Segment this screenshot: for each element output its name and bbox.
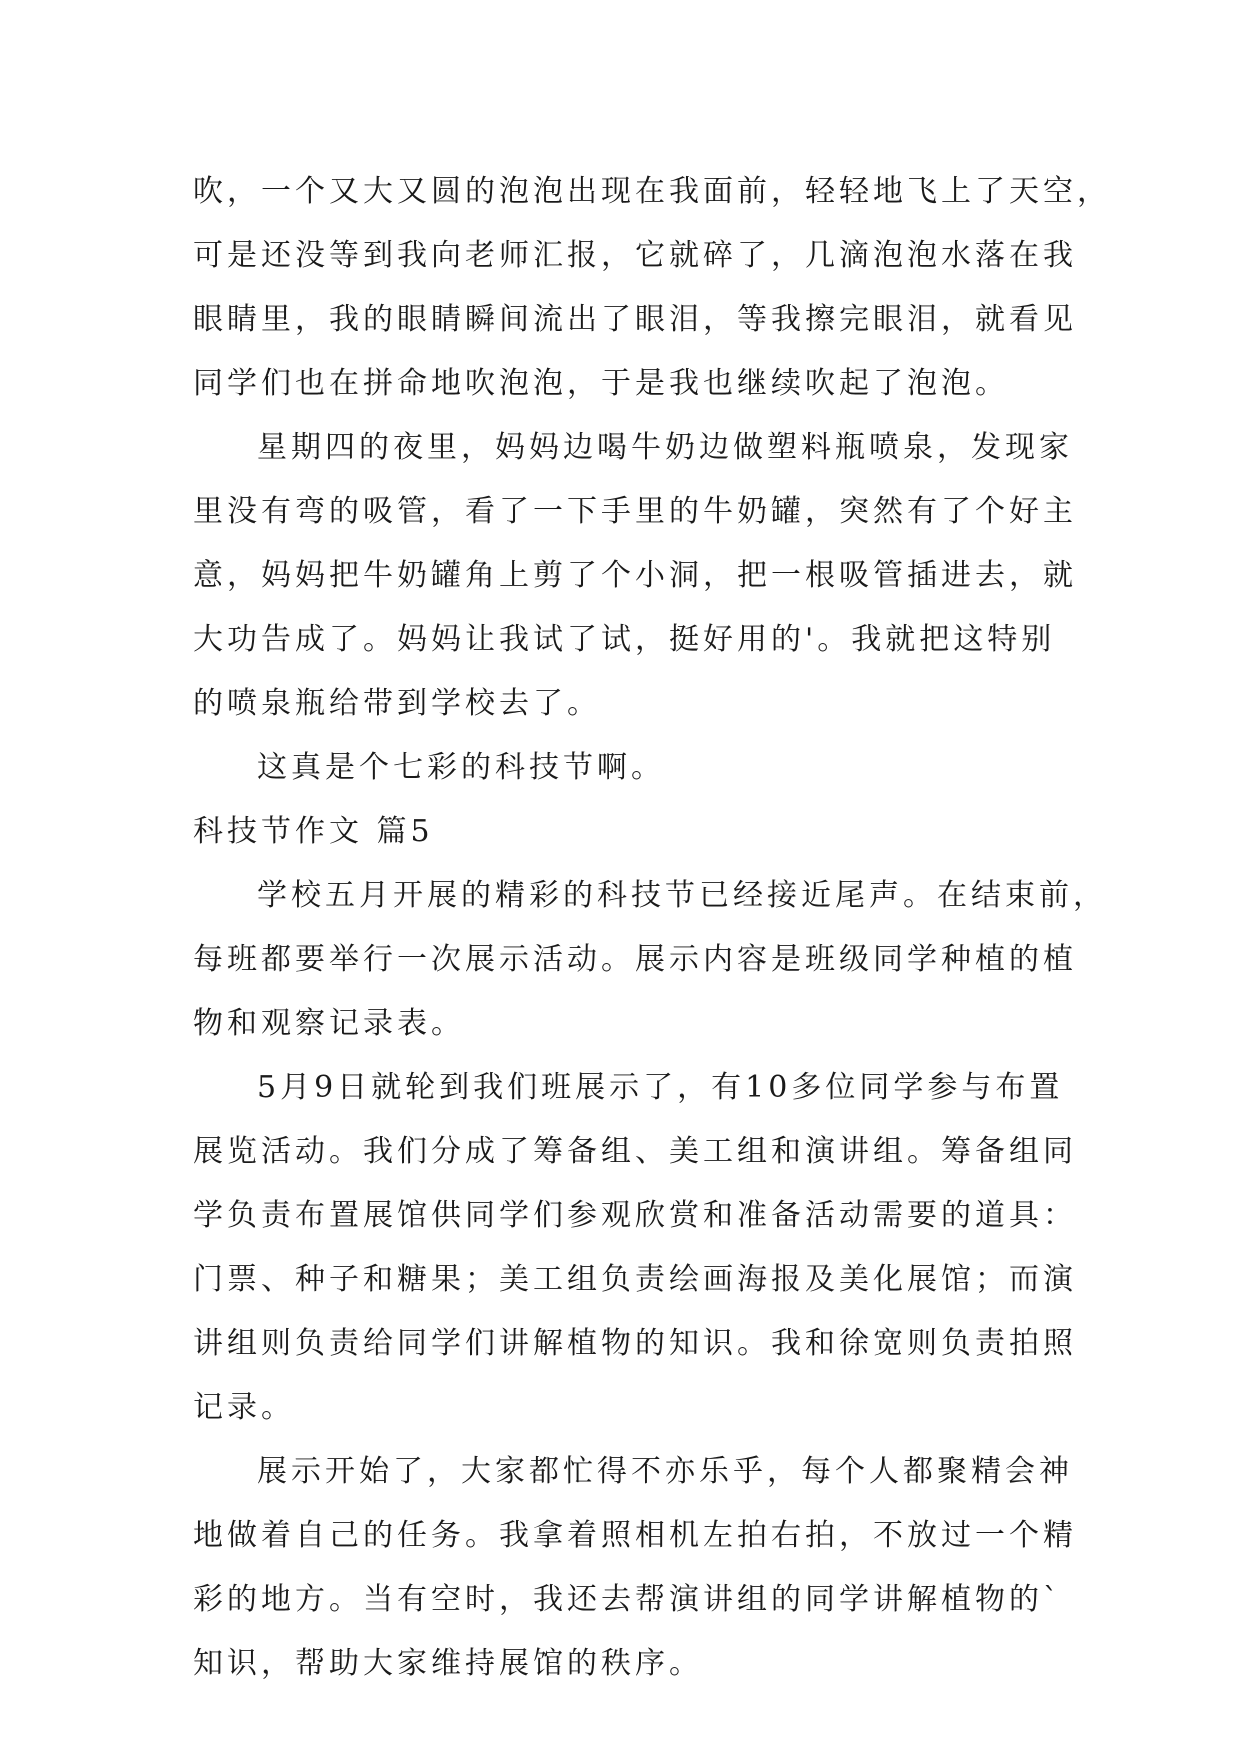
text-line-1: 吹，一个又大又圆的泡泡出现在我面前，轻轻地飞上了天空， [193, 174, 1111, 209]
text-line-18: 门票、种子和糖果；美工组负责绘画海报及美化展馆；而演 [193, 1262, 1077, 1297]
text-line-7: 意，妈妈把牛奶罐角上剪了个小洞，把一根吸管插进去，就 [193, 558, 1077, 593]
text-line-10: 这真是个七彩的科技节啊。 [257, 750, 665, 785]
text-line-9: 的喷泉瓶给带到学校去了。 [193, 686, 601, 721]
text-line-12: 学校五月开展的精彩的科技节已经接近尾声。在结束前， [257, 878, 1107, 913]
text-line-16: 展览活动。我们分成了筹备组、美工组和演讲组。筹备组同 [193, 1134, 1077, 1169]
text-line-19: 讲组则负责给同学们讲解植物的知识。我和徐宽则负责拍照 [193, 1326, 1077, 1361]
text-line-24: 知识，帮助大家维持展馆的秩序。 [193, 1646, 703, 1681]
text-line-17: 学负责布置展馆供同学们参观欣赏和准备活动需要的道具： [193, 1198, 1077, 1233]
text-line-8: 大功告成了。妈妈让我试了试，挺好用的'。我就把这特别 [193, 622, 1056, 657]
text-line-2: 可是还没等到我向老师汇报，它就碎了，几滴泡泡水落在我 [193, 238, 1077, 273]
text-line-20: 记录。 [193, 1390, 295, 1425]
text-line-21: 展示开始了，大家都忙得不亦乐乎，每个人都聚精会神 [257, 1454, 1073, 1489]
text-line-13: 每班都要举行一次展示活动。展示内容是班级同学种植的植 [193, 942, 1077, 977]
text-line-14: 物和观察记录表。 [193, 1006, 465, 1041]
text-line-5: 星期四的夜里，妈妈边喝牛奶边做塑料瓶喷泉，发现家 [257, 430, 1073, 465]
text-line-23: 彩的地方。当有空时，我还去帮演讲组的同学讲解植物的` [193, 1582, 1062, 1617]
document-page [193, 160, 1111, 1696]
text-line-22: 地做着自己的任务。我拿着照相机左拍右拍，不放过一个精 [193, 1518, 1077, 1553]
text-line-3: 眼睛里，我的眼睛瞬间流出了眼泪，等我擦完眼泪，就看见 [193, 302, 1077, 337]
text-line-6: 里没有弯的吸管，看了一下手里的牛奶罐，突然有了个好主 [193, 494, 1077, 529]
section-heading: 科技节作文 篇5 [193, 814, 434, 849]
text-line-4: 同学们也在拼命地吹泡泡，于是我也继续吹起了泡泡。 [193, 366, 1009, 401]
text-line-15: 5月9日就轮到我们班展示了，有10多位同学参与布置 [257, 1070, 1064, 1105]
